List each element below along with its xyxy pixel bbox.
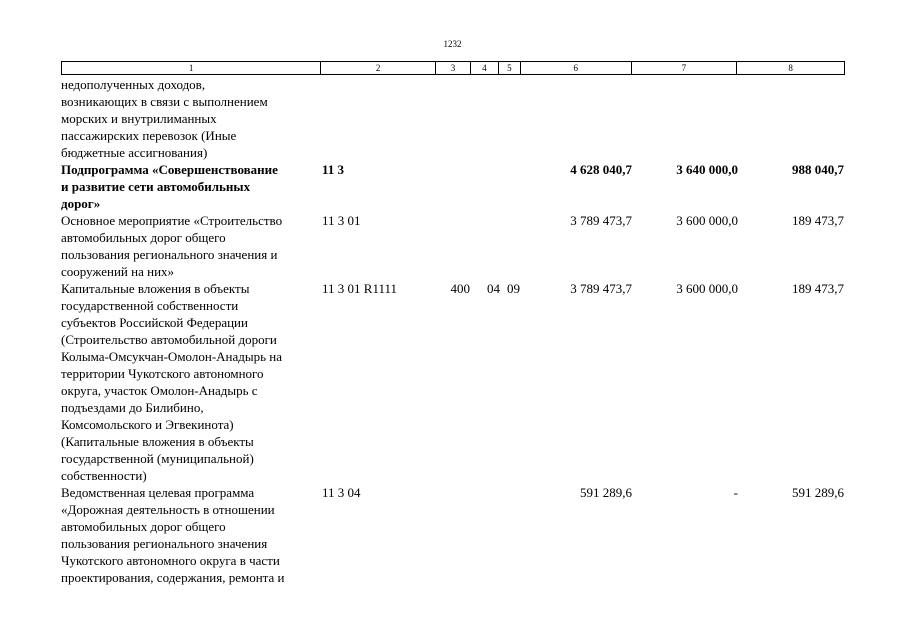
header-col-5: 5 [499,62,521,74]
table-row [61,212,845,280]
row-value-col4: 04 [487,281,500,296]
row-value-col8: 189 473,7 [792,281,844,296]
table-header-row [61,61,845,75]
row-value-col7: - [733,485,738,500]
row-value-col6: 3 789 473,7 [570,281,632,296]
row-text-line: сооружений на них» [61,264,175,279]
table-row [61,76,845,161]
header-col-2: 2 [321,62,436,74]
row-value-col5: 09 [507,281,520,296]
table-body [61,76,845,586]
row-value-col3: 400 [450,281,470,296]
row-text-line: пользования регионального значения и [61,247,278,262]
row-description [61,280,319,484]
row-text-line: морских и внутрилиманных [61,111,217,126]
row-value-col6: 3 789 473,7 [570,213,632,228]
row-description [61,212,319,280]
row-text-line: дорог» [61,196,101,211]
row-text-line: автомобильных дорог общего [61,519,226,534]
row-description [61,161,319,212]
page-number: 1232 [443,39,462,49]
row-text-line: «Дорожная деятельность в отношении [61,502,275,517]
table-row [61,484,845,586]
row-text-line: государственной (муниципальной) [61,451,254,466]
row-text-line: и развитие сети автомобильных [61,179,251,194]
row-value-col8: 591 289,6 [792,485,844,500]
row-text-line: Ведомственная целевая программа [61,485,255,500]
row-value-col8: 189 473,7 [792,213,844,228]
row-code: 11 3 01 R1111 [322,281,397,296]
row-value-col7: 3 640 000,0 [676,162,738,177]
row-text-line: территории Чукотского автономного [61,366,264,381]
row-text-line: Капитальные вложения в объекты [61,281,250,296]
header-col-3: 3 [436,62,471,74]
table-row [61,280,845,484]
row-text-line: Основное мероприятие «Строительство [61,213,283,228]
row-code: 11 3 01 [322,213,361,228]
row-text-line: (Строительство автомобильной дороги [61,332,277,347]
row-text-line: недополученных доходов, [61,77,206,92]
row-text-line: Колыма-Омсукчан-Омолон-Анадырь на [61,349,283,364]
row-text-line: Комсомольского и Эгвекинота) [61,417,234,432]
header-col-4: 4 [471,62,499,74]
row-text-line: пользования регионального значения [61,536,268,551]
row-text-line: Подпрограмма «Совершенствование [61,162,278,177]
row-code: 11 3 04 [322,485,361,500]
row-text-line: (Капитальные вложения в объекты [61,434,254,449]
row-description [61,76,319,161]
table-row [61,161,845,212]
header-col-7: 7 [632,62,738,74]
header-col-8: 8 [788,63,793,73]
row-value-col8: 988 040,7 [792,162,844,177]
header-col-6: 6 [521,62,632,74]
row-text-line: подъездами до Билибино, [61,400,204,415]
row-text-line: возникающих в связи с выполнением [61,94,268,109]
row-text-line: автомобильных дорог общего [61,230,226,245]
row-text-line: Чукотского автономного округа в части [61,553,280,568]
row-text-line: субъектов Российской Федерации [61,315,248,330]
row-text-line: округа, участок Омолон-Анадырь с [61,383,258,398]
row-code: 11 3 [322,162,345,177]
row-text-line: государственной собственности [61,298,239,313]
row-text-line: пассажирских перевозок (Иные [61,128,237,143]
header-col-1: 1 [62,62,321,74]
row-value-col7: 3 600 000,0 [676,213,738,228]
row-value-col6: 591 289,6 [580,485,632,500]
row-text-line: собственности) [61,468,147,483]
row-text-line: бюджетные ассигнования) [61,145,208,160]
row-value-col7: 3 600 000,0 [676,281,738,296]
row-value-col6: 4 628 040,7 [570,162,632,177]
row-description [61,484,319,586]
row-text-line: проектирования, содержания, ремонта и [61,570,285,585]
